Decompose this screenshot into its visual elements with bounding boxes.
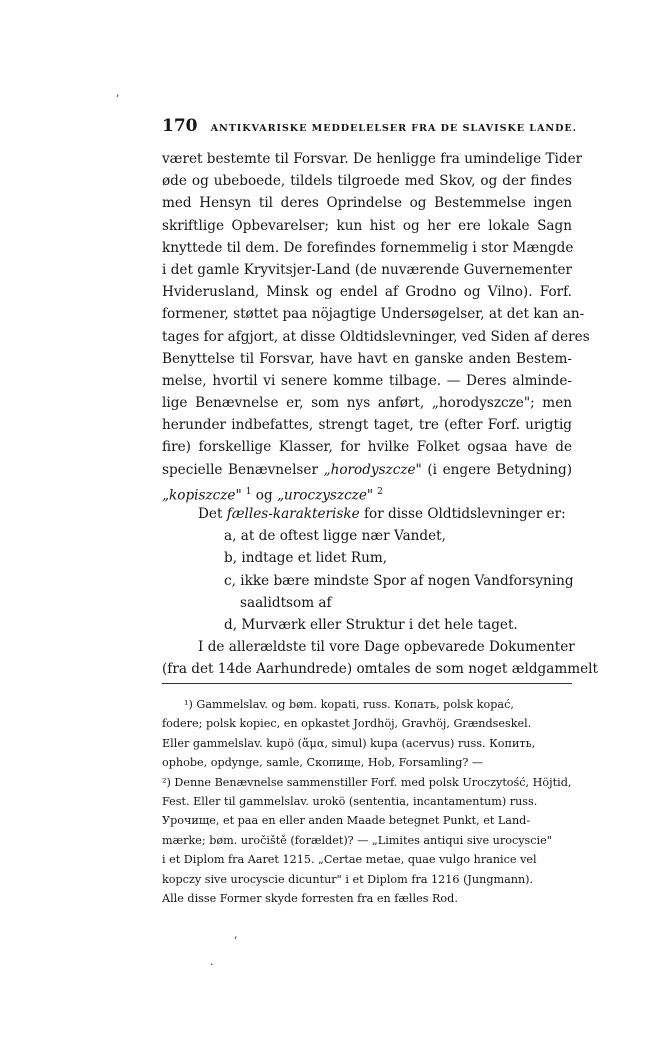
line-text: for disse Oldtidslevninger er: xyxy=(359,506,566,522)
text-line: knyttede til dem. De forefindes fornemmelig i stor Mængde xyxy=(162,239,574,256)
footnote-2-line: Урочище, et paa en eller anden Maade betegnet Punkt, et Land- xyxy=(162,814,531,828)
line-text: (i engere Betydning) xyxy=(421,461,572,478)
list-item-d: d, Murværk eller Struktur i det hele taget. xyxy=(224,616,518,633)
text-line: I de allerældste til vore Dage opbevarede Dokumenter xyxy=(198,639,575,656)
term-kopiszcze: „kopiszcze" xyxy=(162,487,242,504)
text-line: øde og ubeboede, tildels tilgroede med Skov, og der findes xyxy=(162,173,572,190)
line-text: specielle Benævnelser xyxy=(162,461,324,478)
stray-mark: , xyxy=(234,928,238,941)
footnote-divider xyxy=(162,683,572,684)
text-line-terms xyxy=(162,481,572,503)
footnote-ref-2[interactable]: 2 xyxy=(377,486,383,497)
footnote-2-line: Fest. Eller til gammelslav. urokö (sententia, incantamentum) russ. xyxy=(162,794,538,808)
text-line-special xyxy=(162,459,572,481)
list-item-b: b, indtage et lidet Rum, xyxy=(224,550,388,567)
term-faelles-karakteriske: fælles-karakteriske xyxy=(226,506,360,522)
footnote-1-line: ¹) Gammelslav. og bøm. kopati, russ. Копать, polsk kopać, xyxy=(184,698,514,711)
footnote-2-line: ²) Denne Benævnelse sammenstiller Forf. med polsk Uroczytość, Höjtid, xyxy=(162,775,572,789)
text-line: herunder indbefattes, strengt taget, tre (efter Forf. urigtig xyxy=(162,417,572,434)
text-line: (fra det 14de Aarhundrede) omtales de som noget ældgammelt xyxy=(162,661,598,678)
footnote-2-line: kopczy sive urocyscie dicuntur" i et Diplom fra 1216 (Jungmann). xyxy=(162,872,534,886)
text-line: skriftlige Opbevarelser; kun hist og her ere lokale Sagn xyxy=(162,217,572,234)
text-line: Benyttelse til Forsvar, have havt en ganske anden Bestem- xyxy=(162,350,572,367)
main-text xyxy=(162,148,598,681)
text-line: med Hensyn til deres Oprindelse og Bestemmelse ingen xyxy=(162,195,572,212)
text-line: været bestemte til Forsvar. De henligge fra umindelige Tider xyxy=(162,151,583,167)
list-item-a: a, at de oftest ligge nær Vandet, xyxy=(224,528,446,545)
page-header xyxy=(162,116,577,138)
term-uroczyszcze: „uroczyszcze" xyxy=(277,487,374,504)
line-text: Det xyxy=(198,506,227,522)
footnote-2-line: Alle disse Former skyde forresten fra en fælles Rod. xyxy=(162,891,458,905)
text-line: fire) forskellige Klasser, for hvilke Folket ogsaa have de xyxy=(162,439,572,456)
list-item-c: c, ikke bære mindste Spor af nogen Vandforsyning xyxy=(224,572,574,589)
footnote-ref-1[interactable]: 1 xyxy=(245,486,252,497)
footnote-2-line: i et Diplom fra Aaret 1215. „Certae metae, quae vulgo hranice vel xyxy=(162,853,537,867)
footnote-2-line: mærke; bøm. uročiště (forældet)? — „Limites antiqui sive urocyscie" xyxy=(162,833,552,847)
text-line: tages for afgjort, at disse Oldtidslevninger, ved Siden af deres xyxy=(162,328,590,345)
stray-mark: · xyxy=(210,958,214,971)
text-line: lige Benævnelse er, som nys anført, „horodyszcze"; men xyxy=(162,395,572,412)
line-text: og xyxy=(251,487,277,504)
running-title: ANTIKVARISKE MEDDELELSER FRA DE SLAVISKE LANDE. xyxy=(210,123,577,134)
footnotes xyxy=(162,695,572,908)
footnote-1-line: ophobe, opdynge, samle, Скопище, Hob, Forsamling? — xyxy=(162,756,484,770)
text-line-intro xyxy=(162,503,572,525)
footnote-1-line: fodere; polsk kopiec, en opkastet Jordhöj, Gravhöj, Grændseskel. xyxy=(162,717,532,731)
page-number: 170 xyxy=(162,116,198,136)
text-line: Hviderusland, Minsk og endel af Grodno og Vilno). Forf. xyxy=(162,284,572,301)
term-horodyszcze: „horodyszcze" xyxy=(323,461,422,478)
footnote-1-line: Eller gammelslav. kupö (ἅμα, simul) kupa (acervus) russ. Копить, xyxy=(162,736,536,750)
text-line: formener, støttet paa nöjagtige Undersøgelser, at det kan an- xyxy=(162,306,585,323)
list-item-c-cont: saalidtsom af xyxy=(240,594,332,611)
stray-mark: , xyxy=(116,86,120,99)
text-line: i det gamle Kryvitsjer-Land (de nuværende Guvernementer xyxy=(162,261,572,278)
text-line: melse, hvortil vi senere komme tilbage. — Deres alminde- xyxy=(162,372,572,389)
